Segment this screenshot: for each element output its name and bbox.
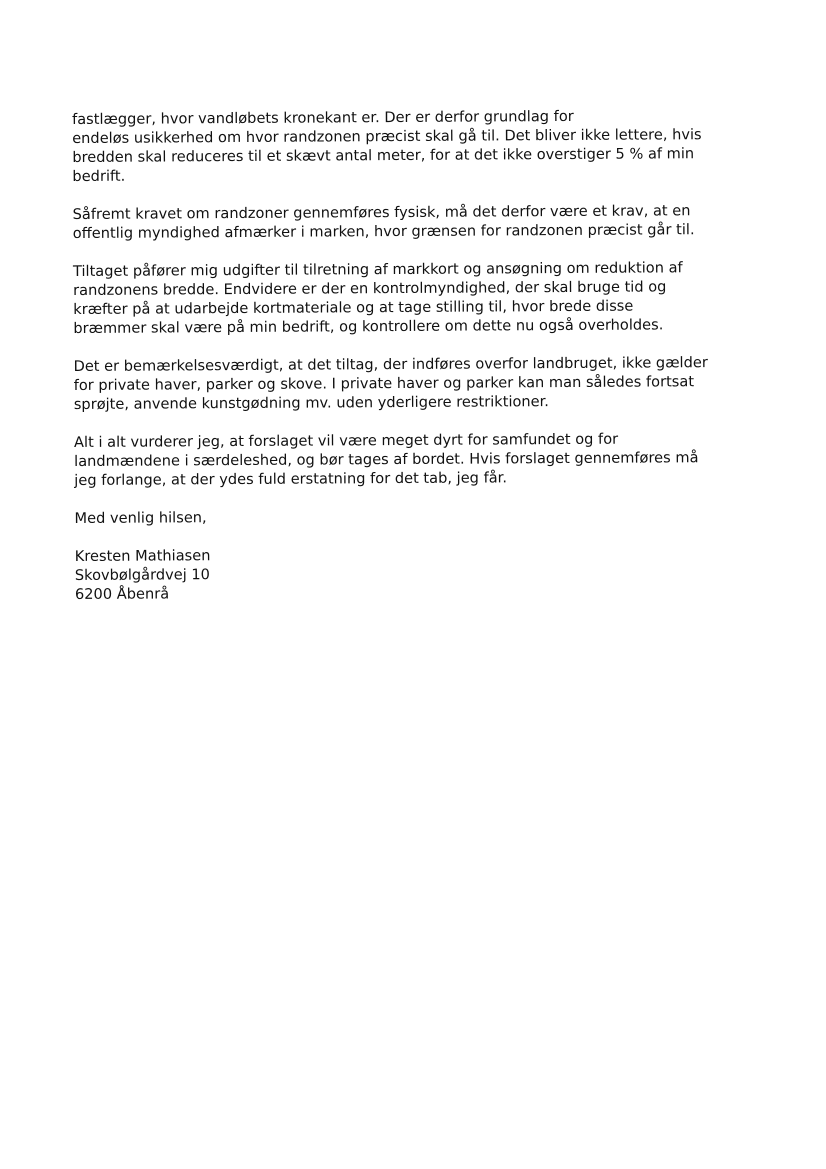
paragraph-line: for private haver, parker og skove. I private haver og parker kan man således fortsat [73,373,695,394]
letter-body [72,106,755,623]
paragraph-line: Alt i alt vurderer jeg, at forslaget vil være meget dyrt for samfundet og for [73,430,619,451]
paragraph-3 [73,258,753,338]
paragraph-1 [72,106,752,186]
paragraph-5 [74,429,754,490]
paragraph-2 [73,201,753,243]
signature-city: 6200 Åbenrå [74,585,170,603]
closing-salutation: Med venlig hilsen, [74,509,207,527]
paragraph-line: Det er bemærkelsesværdigt, at det tiltag, der indføres overfor landbruget, ikke gælder [73,354,708,375]
paragraph-line: randzonens bredde. Endvidere er der en kontrolmyndighed, der skal bruge tid og [73,278,667,299]
signature-street: Skovbølgårdvej 10 [74,566,211,584]
signature-block [75,543,755,604]
paragraph-line: kræfter på at udarbejde kortmateriale og at tage stilling til, hvor brede disse [73,297,634,318]
paragraph-line: offentlig myndighed afmærker i marken, hvor grænsen for randzonen præcist går til. [72,221,695,242]
paragraph-line: sprøjte, anvende kunstgødning mv. uden yderligere restriktioner. [73,393,549,413]
paragraph-4 [74,353,754,414]
paragraph-line: Tiltaget påfører mig udgifter til tilretning af markkort og ansøgning om reduktion af [72,259,683,280]
paragraph-line: bredden skal reduceres til et skævt antal meter, for at det ikke overstiger 5 % af min [72,145,695,166]
paragraph-line: Såfremt kravet om randzoner gennemføres fysisk, må det derfor være et krav, at en [72,202,691,223]
paragraph-line: fastlægger, hvor vandløbets kronekant er. Der er derfor grundlag for [72,107,574,128]
paragraph-line: jeg forlange, at der ydes fuld erstatning for det tab, jeg får. [74,469,507,489]
closing-block [74,505,754,528]
signature-name: Kresten Mathiasen [74,547,211,565]
paragraph-line: bræmmer skal være på min bedrift, og kontrollere om dette nu også overholdes. [73,316,664,337]
paragraph-line: landmændene i særdeleshed, og bør tages af bordet. Hvis forslaget gennemføres må [74,449,699,470]
paragraph-line: endeløs usikkerhed om hvor randzonen præcist skal gå til. Det bliver ikke lettere, hvis [72,126,702,147]
paragraph-line: bedrift. [72,167,126,185]
